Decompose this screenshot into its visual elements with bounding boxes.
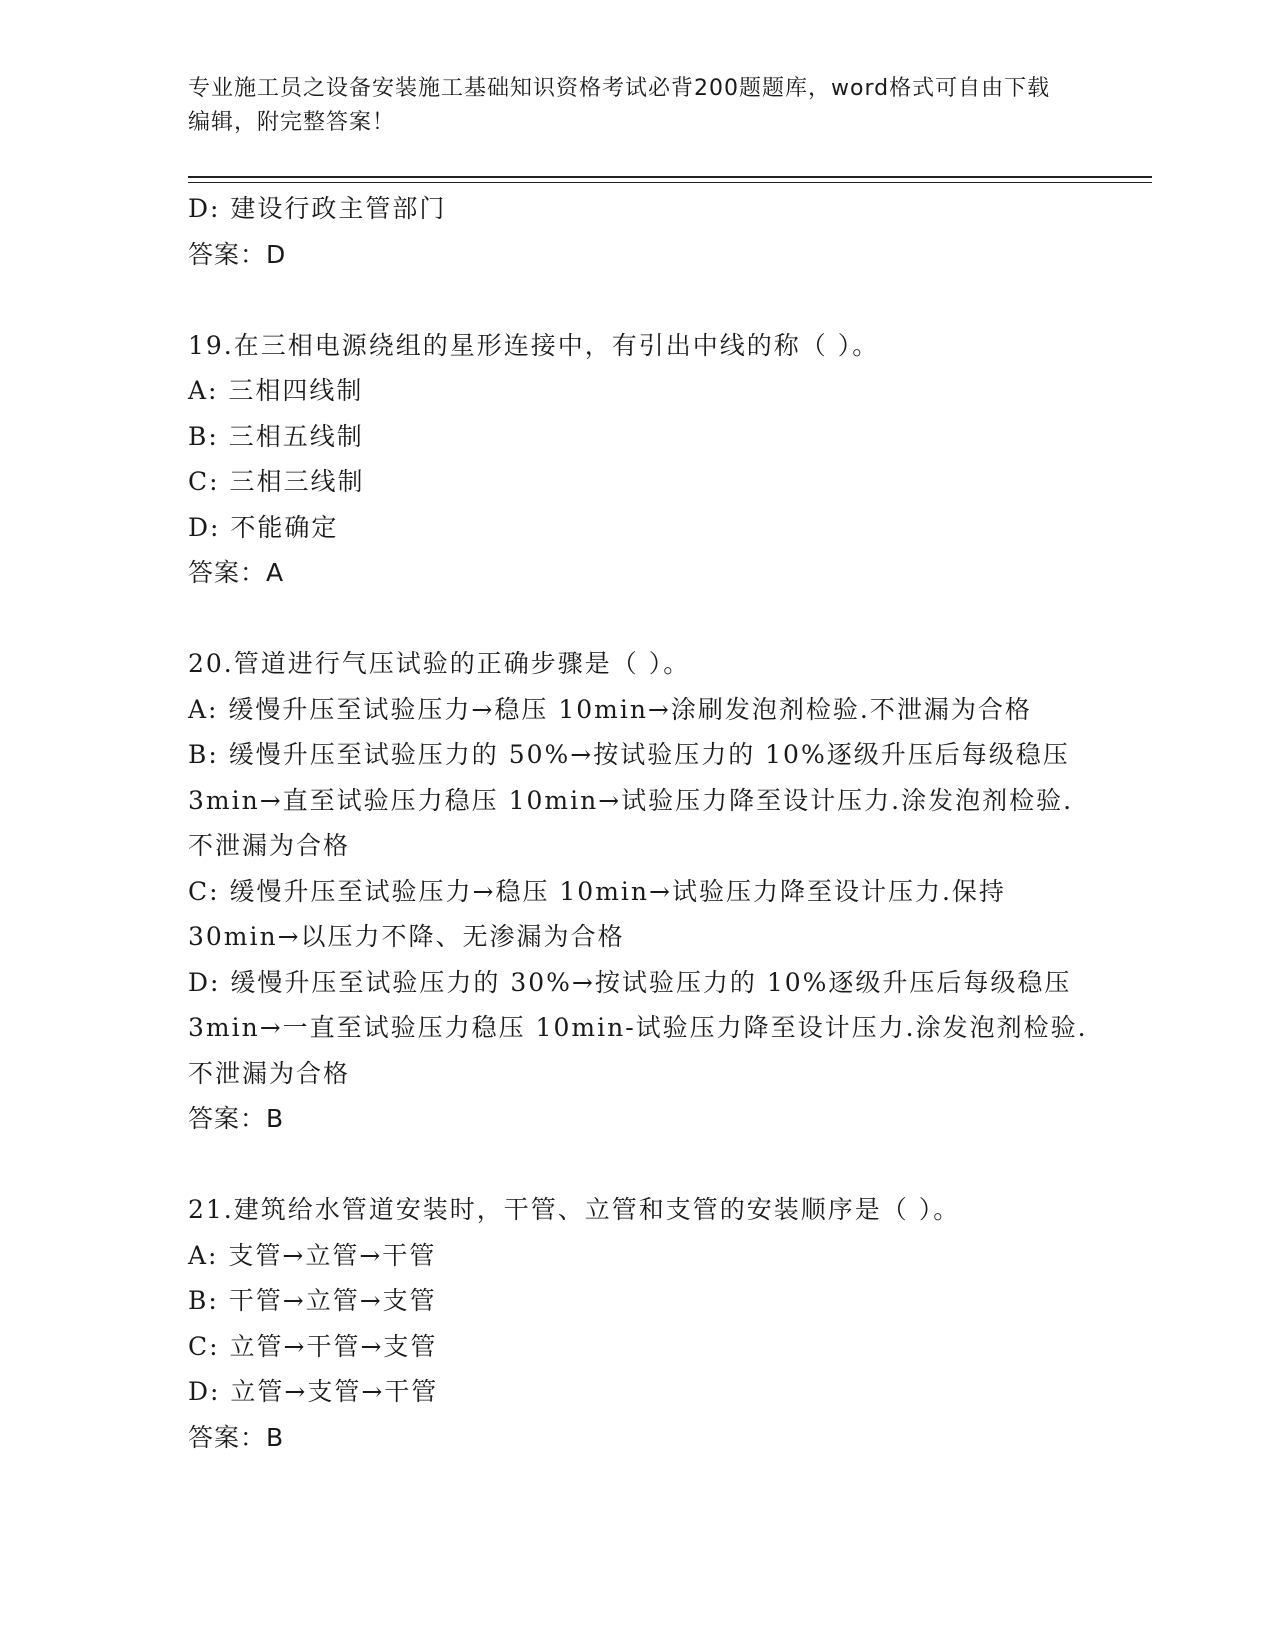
- option-c: C: 缓慢升压至试验压力→稳压 10min→试验压力降至设计压力.保持 30min→以压力不降、无渗漏为合格: [188, 876, 1016, 951]
- question-stem: 20.管道进行气压试验的正确步骤是（ ）。: [188, 649, 691, 678]
- prev-option-d: D: 建设行政主管部门: [188, 194, 447, 223]
- answer: 答案：B: [188, 1422, 285, 1452]
- question-stem: 19.在三相电源绕组的星形连接中，有引出中线的称（ ）。: [188, 330, 880, 360]
- header-rule-thick: [188, 176, 1152, 178]
- header-rule-thin: [188, 182, 1152, 183]
- question-content: [188, 186, 1088, 1460]
- option-c: C: 三相三线制: [188, 467, 365, 496]
- question-21: [188, 1187, 1088, 1460]
- page-header: [188, 72, 1068, 140]
- option-b: B: 三相五线制: [188, 421, 364, 451]
- spacer: [188, 277, 1088, 323]
- answer: 答案：A: [188, 558, 285, 587]
- answer: 答案：B: [188, 1104, 285, 1133]
- option-a: A: 支管→立管→干管: [188, 1240, 437, 1270]
- question-19: [188, 323, 1088, 596]
- option-d: D: 缓慢升压至试验压力的 30%→按试验压力的 10%逐级升压后每级稳压 3min→一直至试验压力稳压 10min-试验压力降至设计压力.涂发泡剂检验.不泄漏为合格: [188, 967, 1088, 1088]
- option-b: B: 干管→立管→支管: [188, 1286, 437, 1315]
- spacer: [188, 596, 1088, 642]
- option-a: A: 三相四线制: [188, 376, 364, 405]
- prev-answer: 答案：D: [188, 239, 287, 269]
- option-d: D: 不能确定: [188, 512, 339, 542]
- option-d: D: 立管→支管→干管: [188, 1377, 439, 1406]
- spacer: [188, 1142, 1088, 1188]
- question-20: [188, 641, 1088, 1142]
- document-title: 专业施工员之设备安装施工基础知识资格考试必背200题题库，word格式可自由下载编辑，附完整答案！: [188, 76, 1051, 135]
- option-b: B: 缓慢升压至试验压力的 50%→按试验压力的 10%逐级升压后每级稳压 3min→直至试验压力稳压 10min→试验压力降至设计压力.涂发泡剂检验.不泄漏为合格: [188, 740, 1080, 860]
- question-stem: 21.建筑给水管道安装时，干管、立管和支管的安装顺序是（ ）。: [188, 1195, 961, 1224]
- option-c: C: 立管→干管→支管: [188, 1331, 438, 1361]
- option-a: A: 缓慢升压至试验压力→稳压 10min→涂刷发泡剂检验.不泄漏为合格: [188, 694, 1032, 724]
